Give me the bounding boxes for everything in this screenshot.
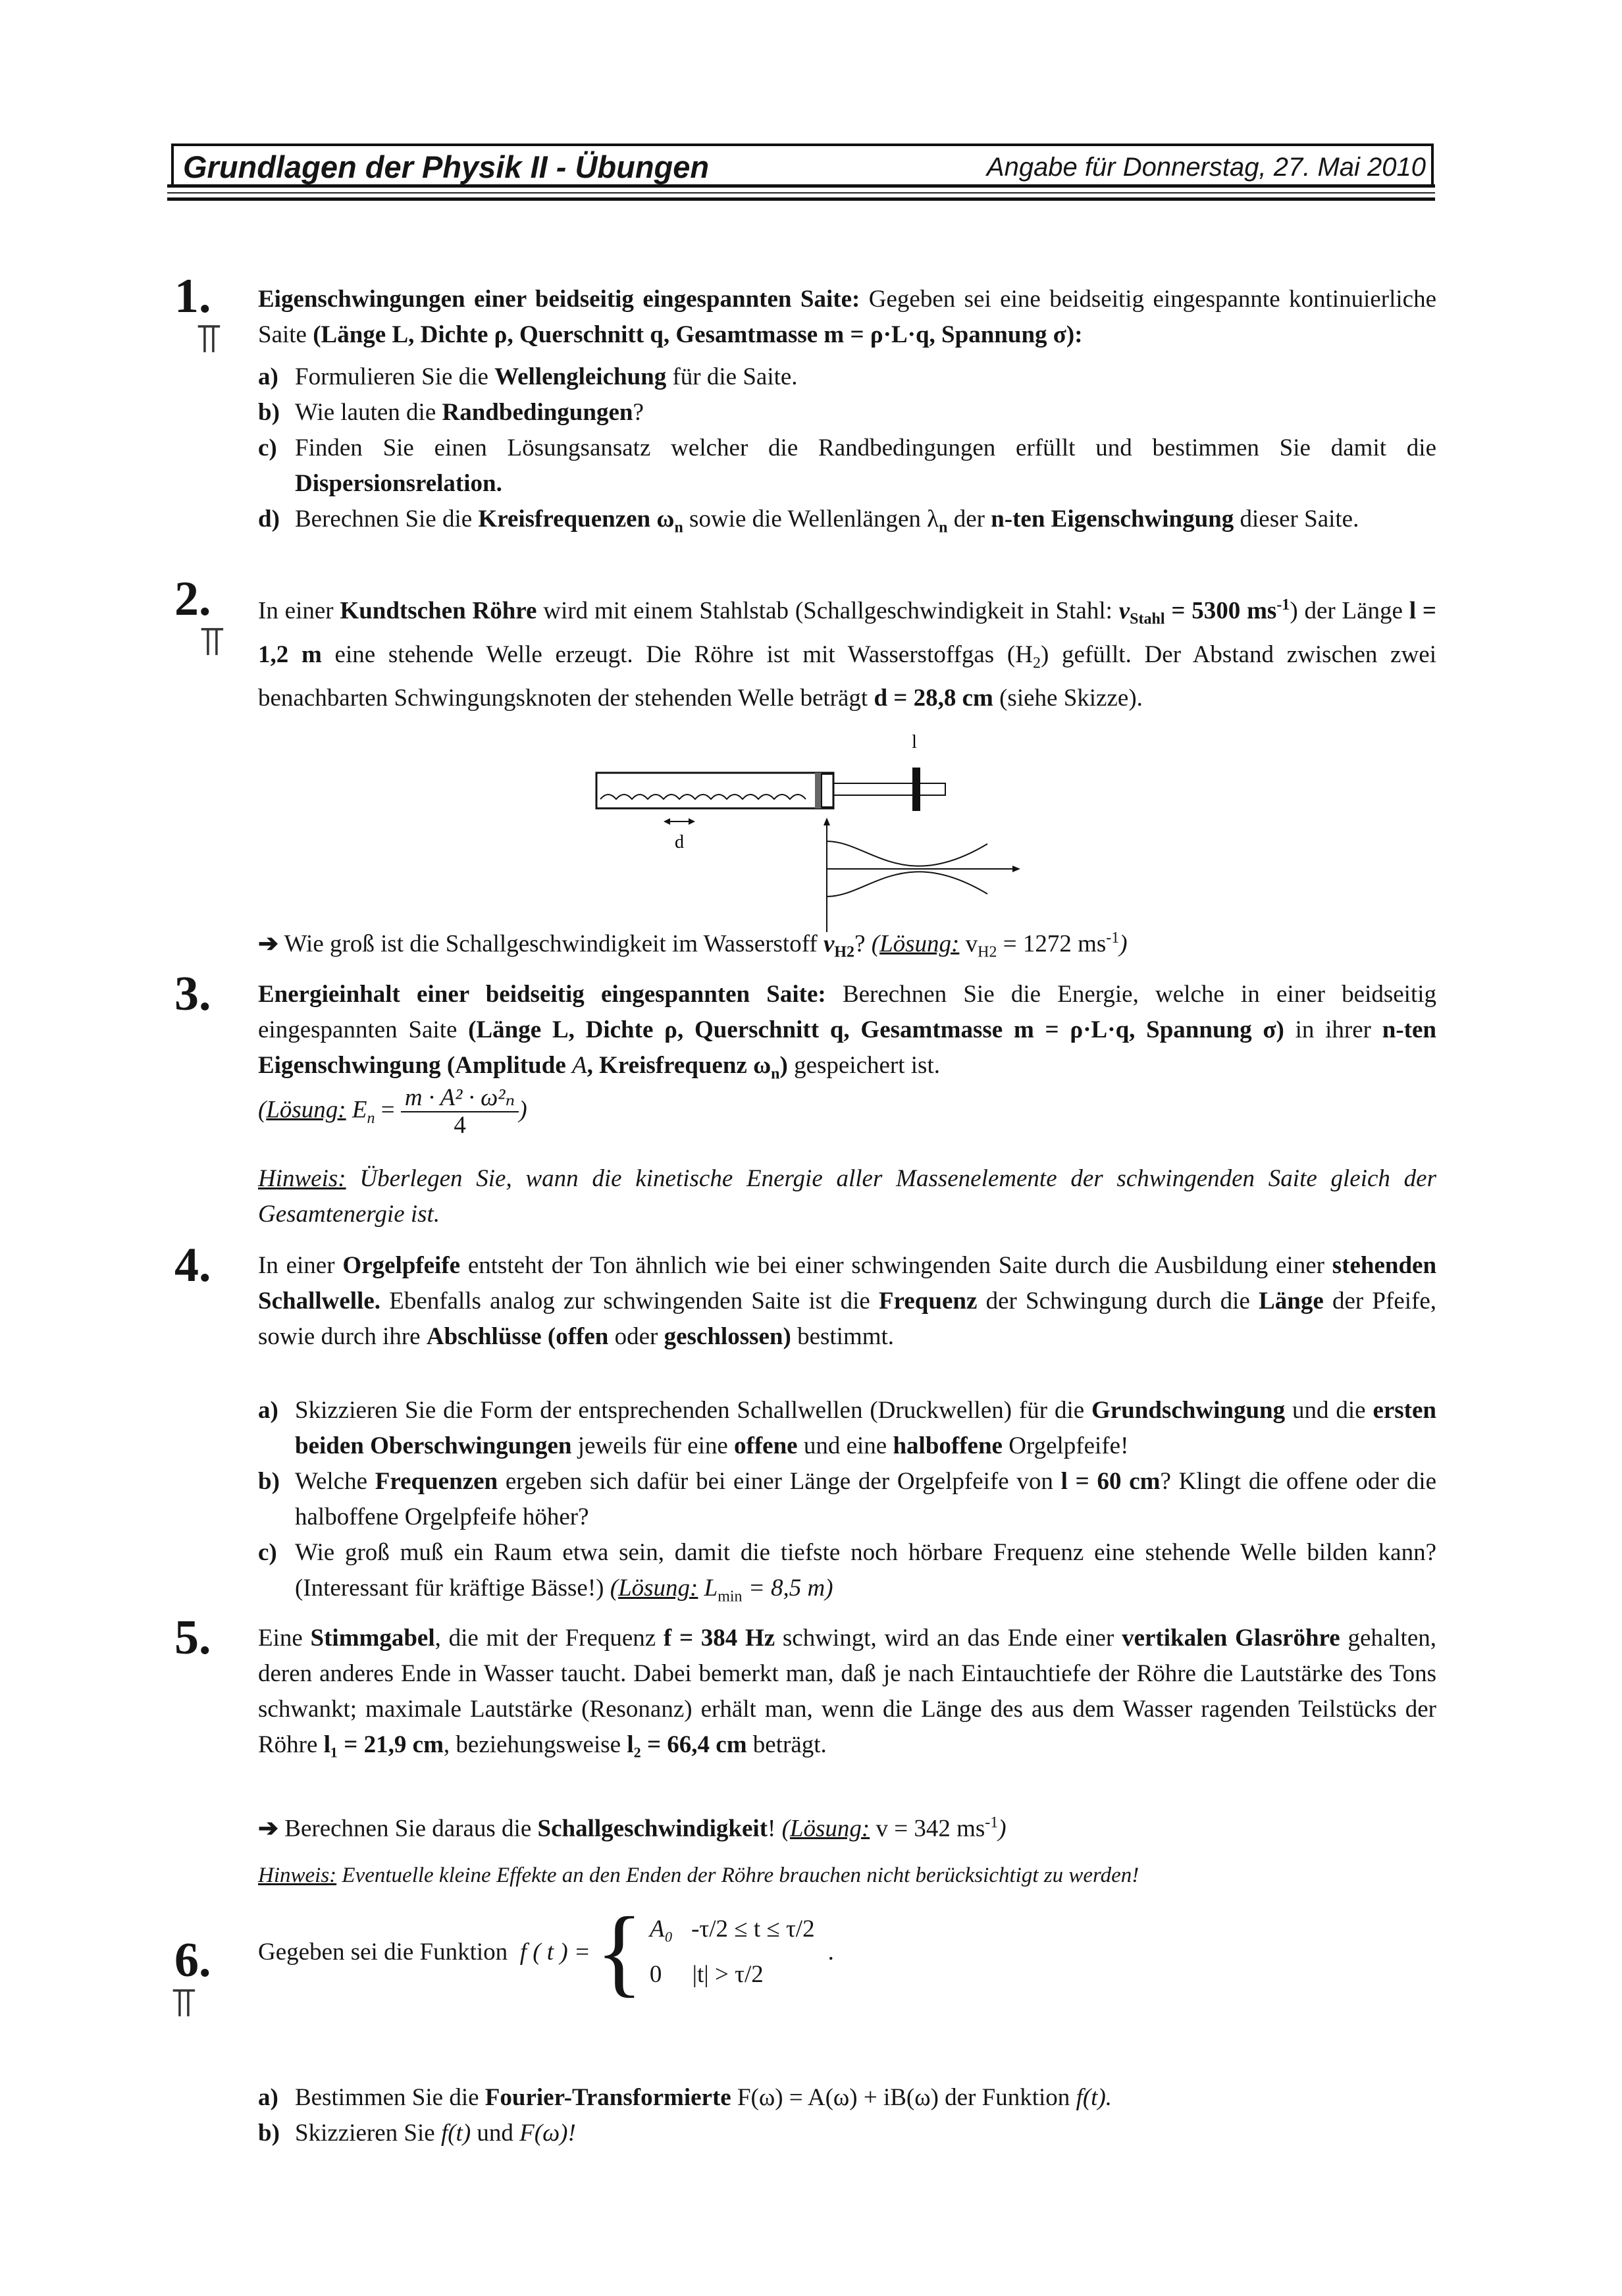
problem-6-subtasks	[258, 2080, 1436, 2151]
node-distance-label: d	[675, 832, 684, 852]
problem-6: Gegeben sei die Funktion f ( t ) = { A₀ -τ/2 ≤ t ≤ τ/2 0 |t| > τ/2 .	[258, 1897, 834, 2006]
problem-3-hint: Hinweis: Überlegen Sie, wann die kinetische Energie aller Massenelemente der schwingenden Saite gleich der Gesamtenergie ist.	[258, 1165, 1436, 1228]
arrow-head	[824, 818, 830, 825]
problem-number: 5.	[174, 1611, 211, 1665]
standing-wave-envelope	[827, 872, 987, 897]
problem-1: Eigenschwingungen einer beidseitig eingespannten Saite: Gegeben sei eine beidseitig eingespannte kontinuierliche Saite (Länge L, Dichte ρ, Querschnitt q, Gesamtmasse m = ρ·L·q, Spannung σ): a) Formulieren Sie die Wellengleichung für die Saite. b) Wie lauten die Randbedingungen? c) Finden Sie einen Lösungsansatz welcher die Randbedingungen erfüllt und bestimmen Sie damit die Dispersionsrelation. d) Berechnen Sie die Kreisfrequenzen $\omega_n$ sowie die Wellenlängen $\lambda_n$ der n-ten Eigenschwingung dieser Saite.	[258, 282, 1436, 545]
piston	[815, 773, 822, 808]
problem-5-question: ➔ Berechnen Sie daraus die Schallgeschwindigkeit! (Lösung: v = 342 $ms^{-1}$)	[258, 1814, 1007, 1842]
problem-4-subtasks	[258, 1393, 1436, 1614]
piecewise-cases: A₀ -τ/2 ≤ t ≤ τ/2 0 |t| > τ/2	[649, 1916, 815, 1988]
problem-number: 4.	[174, 1238, 211, 1292]
subtask: b) Wie lauten die Randbedingungen?	[258, 399, 644, 426]
problem-number: 6.	[174, 1933, 211, 1987]
assignment-date: Angabe für Donnerstag, 27. Mai 2010	[986, 153, 1426, 182]
header-rule	[167, 184, 1435, 188]
handwritten-mark: ⫪	[197, 317, 221, 361]
rod-length-label: l	[912, 732, 917, 752]
kundt-tube-diagram	[592, 731, 1053, 935]
rod-clamp	[912, 768, 920, 811]
course-title: Grundlagen der Physik II - Übungen	[183, 149, 710, 184]
problem-number: 2.	[174, 572, 211, 626]
problem-5: Eine Stimmgabel, die mit der Frequenz f = 384 Hz schwingt, wird an das Ende einer vertikalen Glasröhre gehalten, deren anderes Ende in Wasser taucht. Dabei bemerkt man, daß je nach Eintauchtiefe der Röhre die Lautstärke des Tons schwankt; maximale Lautstärke (Resonanz) erhält man, wenn die Länge des aus dem Wasser ragenden Teilstücks der Röhre l₁ = 21,9 cm, beziehungsweise l₂ = 66,4 cm beträgt.	[258, 1625, 1437, 1758]
subtask: a) Bestimmen Sie die Fourier-Transformierte F(ω) = A(ω) + iB(ω) der Funktion f(t).	[258, 2084, 1112, 2111]
problem-number: 1.	[174, 269, 211, 323]
problem-4: In einer Orgelpfeife entsteht der Ton ähnlich wie bei einer schwingenden Saite durch die Ausbildung einer stehenden Schallwelle. Ebenfalls analog zur schwingenden Saite ist die Frequenz der Schwingung durch die Länge der Pfeife, sowie durch ihre Abschlüsse (offen oder geschlossen) bestimmt.	[258, 1252, 1437, 1350]
subtask: a) Formulieren Sie die Wellengleichung für die Saite.	[258, 363, 798, 390]
page-header	[171, 144, 1434, 184]
dust-pattern	[600, 795, 806, 799]
problem-2: In einer Kundtschen Röhre wird mit einem Stahlstab (Schallgeschwindigkeit in Stahl: $v_{Stahl} = 5300$ $ms^{-1}$) der Länge l = 1,2 m eine stehende Welle erzeugt. Die Röhre ist mit Wasserstoffgas $(H_2)$ gefüllt. Der Abstand zwischen zwei benachbarten Schwingungsknoten der stehenden Welle beträgt d = 28,8 cm (siehe Skizze).	[258, 596, 1437, 712]
arrow-head	[1012, 866, 1020, 872]
energy-formula: $\frac{\text{m · A² · ω²ₙ}}{4}$	[401, 1085, 519, 1139]
header-rule	[167, 192, 1435, 194]
subtask: b) Welche Frequenzen ergeben sich dafür bei einer Länge der Orgelpfeife von l = 60 cm? Klingt die offene oder die halboffene Orgelpfeife höher?	[258, 1468, 1437, 1530]
problem-5-hint: Hinweis: Eventuelle kleine Effekte an den Enden der Röhre brauchen nicht berücksichtigt zu werden!	[258, 1864, 1139, 1887]
subtask: c) Finden Sie einen Lösungsansatz welcher die Randbedingungen erfüllt und bestimmen Sie damit die Dispersionsrelation.	[258, 434, 1436, 497]
problem-3: Energieinhalt einer beidseitig eingespannten Saite: Berechnen Sie die Energie, welche in einer beidseitig eingespannten Saite (Länge L, Dichte ρ, Querschnitt q, Gesamtmasse m = ρ·L·q, Spannung σ) in ihrer n-ten Eigenschwingung (Amplitude A, Kreisfrequenz $\omega_n$) gespeichert ist.	[258, 981, 1437, 1083]
arrow-head	[664, 818, 670, 825]
problem-2-question: ➔ Wie groß ist die Schallgeschwindigkeit im Wasserstoff $v_{H2}$? (Lösung: $v_{H2} = 1272$ $ms^{-1}$)	[258, 929, 1128, 961]
tube-body	[596, 773, 833, 808]
subtask: a) Skizzieren Sie die Form der entsprechenden Schallwellen (Druckwellen) für die Grundschwingung und die ersten beiden Oberschwingungen jeweils für eine offene und eine halboffene Orgelpfeife!	[258, 1397, 1437, 1459]
handwritten-mark: ⫪	[201, 619, 224, 664]
piecewise-brace: {	[595, 1897, 643, 2006]
subtask: c) Wie groß muß ein Raum etwa sein, damit die tiefste noch hörbare Frequenz eine stehende Welle bilden kann? (Interessant für kräftige Bässe!) (Lösung: $L_{min} = 8,5$ m)	[258, 1539, 1436, 1605]
problem-heading: Eigenschwingungen einer beidseitig eingespannten Saite:	[258, 286, 860, 313]
problem-3-solution: (Lösung: $E_n$ = $\frac{\text{m · A² · ω²ₙ}}{4}$ )	[258, 1084, 527, 1139]
steel-rod	[833, 783, 945, 795]
header-rule	[167, 197, 1435, 201]
standing-wave-envelope	[827, 841, 987, 866]
subtask: d) Berechnen Sie die Kreisfrequenzen $\omega_n$ sowie die Wellenlängen $\lambda_n$ der n-ten Eigenschwingung dieser Saite.	[258, 506, 1359, 536]
piston-cap	[822, 774, 833, 807]
subtask: b) Skizzieren Sie f(t) und F(ω)!	[258, 2120, 576, 2147]
arrow-head	[689, 818, 695, 825]
handwritten-mark: ⫪	[172, 1981, 196, 2025]
problem-number: 3.	[174, 967, 211, 1021]
